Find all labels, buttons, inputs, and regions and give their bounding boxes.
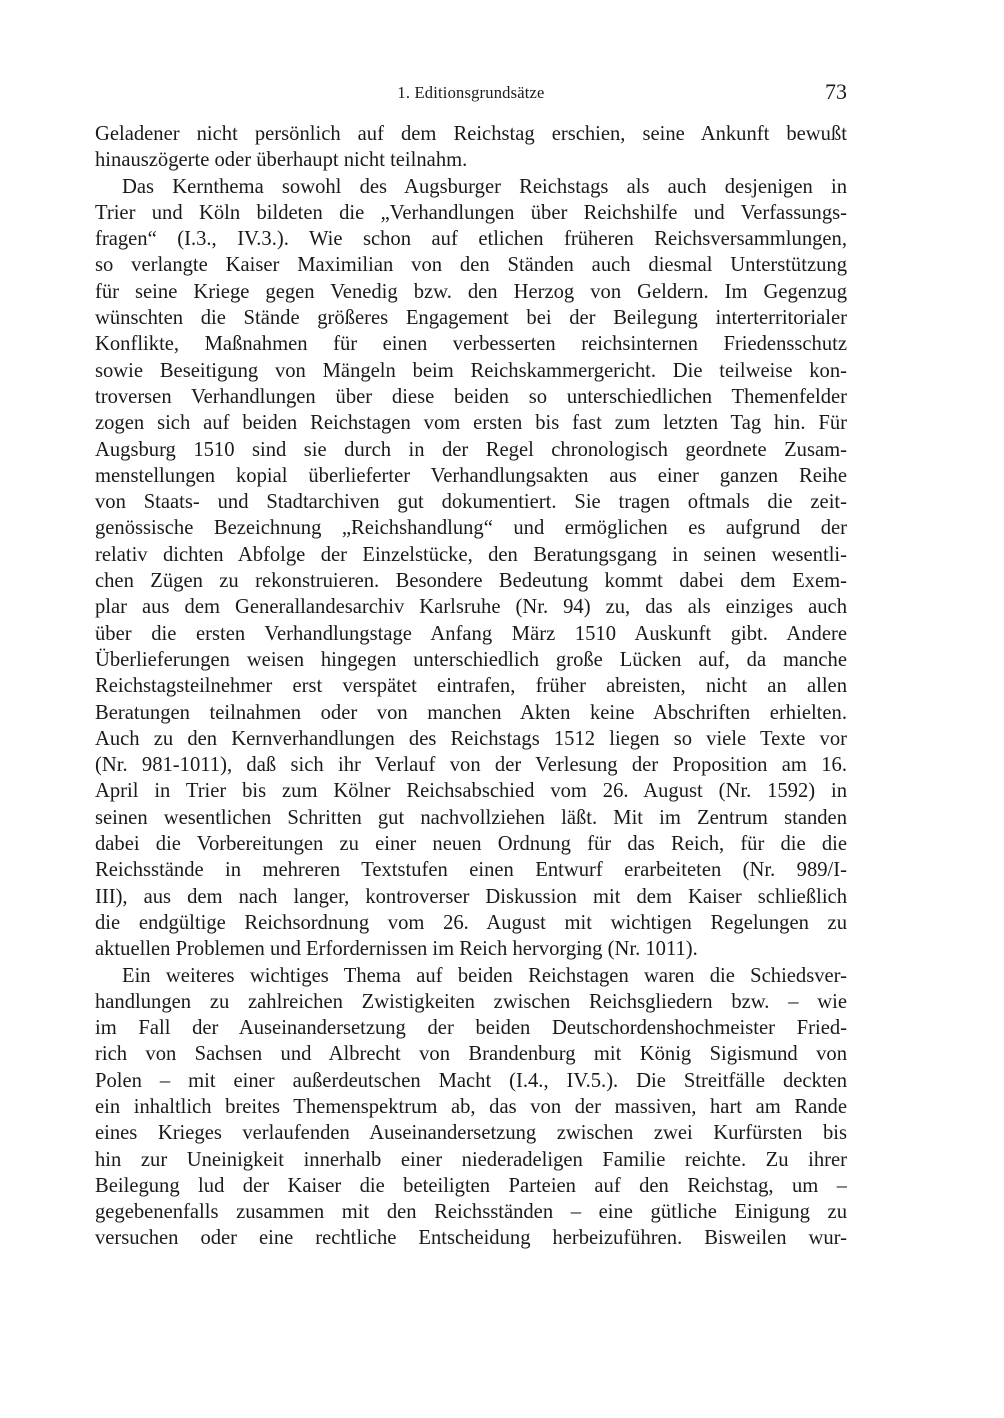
text-line: hinauszögerte oder überhaupt nicht teilnahm. [95, 149, 468, 172]
text-line: über die ersten Verhandlungstage Anfang März 1510 Auskunft gibt. Andere [95, 622, 847, 645]
text-line: seinen wesentlichen Schritten gut nachvollziehen läßt. Mit im Zentrum standen [95, 806, 847, 829]
text-line: von Staats- und Stadtarchiven gut dokumentiert. Sie tragen oftmals die zeit- [95, 491, 847, 514]
text-line: fragen“ (I.3., IV.3.). Wie schon auf etlichen früheren Reichsversammlungen, [95, 228, 847, 251]
text-line: wünschten die Stände größeres Engagement bei der Beilegung interterritorialer [95, 307, 847, 330]
text-line: gegebenenfalls zusammen mit den Reichsständen – eine gütliche Einigung zu [95, 1201, 847, 1224]
text-line: hin zur Uneinigkeit innerhalb einer niederadeligen Familie reichte. Zu ihrer [95, 1148, 847, 1171]
text-line: rich von Sachsen und Albrecht von Brandenburg mit König Sigismund von [95, 1043, 847, 1066]
paragraph [95, 174, 847, 963]
text-line: versuchen oder eine rechtliche Entscheidung herbeizuführen. Bisweilen wur- [95, 1227, 847, 1250]
text-line: Trier und Köln bildeten die „Verhandlungen über Reichshilfe und Verfassungs- [95, 201, 847, 224]
text-line: dabei die Vorbereitungen zu einer neuen Ordnung für das Reich, für die die [95, 833, 847, 856]
text-line: Reichsstände in mehreren Textstufen einen Entwurf erarbeiteten (Nr. 989/I- [95, 859, 847, 882]
paragraph [95, 963, 847, 1252]
text-line: Reichstagsteilnehmer erst verspätet eintrafen, früher abreisten, nicht an allen [95, 675, 847, 698]
text-line: sowie Beseitigung von Mängeln beim Reichskammergericht. Die teilweise kon- [95, 359, 847, 382]
text-line: Konflikte, Maßnahmen für einen verbesserten reichsinternen Friedensschutz [95, 333, 847, 356]
text-line: handlungen zu zahlreichen Zwistigkeiten zwischen Reichsgliedern bzw. – wie [95, 990, 847, 1013]
text-line: zogen sich auf beiden Reichstagen vom ersten bis fast zum letzten Tag hin. Für [95, 412, 847, 435]
text-line: Überlieferungen weisen hingegen unterschiedlich große Lücken auf, da manche [95, 648, 847, 671]
text-line: genössische Bezeichnung „Reichshandlung“ und ermöglichen es aufgrund der [95, 517, 847, 540]
text-line: Das Kernthema sowohl des Augsburger Reichstags als auch desjenigen in [122, 175, 847, 198]
text-line: Augsburg 1510 sind sie durch in der Regel chronologisch geordnete Zusam- [95, 438, 847, 461]
text-line: so verlangte Kaiser Maximilian von den Ständen auch diesmal Unterstützung [95, 254, 847, 277]
text-line: relativ dichten Abfolge der Einzelstücke, den Beratungsgang in seinen wesentli- [95, 543, 847, 566]
text-line: die endgültige Reichsordnung vom 26. August mit wichtigen Regelungen zu [95, 911, 847, 934]
page-number: 73 [825, 79, 847, 104]
paragraph [95, 121, 847, 174]
text-line: im Fall der Auseinandersetzung der beiden Deutschordenshochmeister Fried- [95, 1017, 847, 1040]
text-line: April in Trier bis zum Kölner Reichsabschied vom 26. August (Nr. 1592) in [95, 780, 847, 803]
text-line: III), aus dem nach langer, kontroverser Diskussion mit dem Kaiser schließlich [95, 885, 847, 908]
body-text [95, 121, 847, 1252]
text-line: Beratungen teilnahmen oder von manchen Akten keine Abschriften erhielten. [95, 701, 847, 724]
text-line: ein inhaltlich breites Themenspektrum ab, das von der massiven, hart am Rande [95, 1095, 847, 1118]
text-line: troversen Verhandlungen über diese beiden so unterschiedlichen Themenfelder [95, 385, 847, 408]
text-line: plar aus dem Generallandesarchiv Karlsruhe (Nr. 94) zu, das als einziges auch [95, 596, 847, 619]
text-line: aktuellen Problemen und Erfordernissen im Reich hervorging (Nr. 1011). [95, 938, 698, 961]
text-line: Ein weiteres wichtiges Thema auf beiden Reichstagen waren die Schiedsver- [122, 964, 847, 987]
running-head [95, 80, 847, 106]
running-title: 1. Editionsgrundsätze [397, 83, 545, 102]
text-line: Auch zu den Kernverhandlungen des Reichstags 1512 liegen so viele Texte vor [95, 727, 847, 750]
text-line: Beilegung lud der Kaiser die beteiligten Parteien auf den Reichstag, um – [95, 1174, 847, 1197]
text-line: Polen – mit einer außerdeutschen Macht (I.4., IV.5.). Die Streitfälle deckten [95, 1069, 847, 1092]
text-line: eines Krieges verlaufenden Auseinandersetzung zwischen zwei Kurfürsten bis [95, 1122, 847, 1145]
text-line: chen Zügen zu rekonstruieren. Besondere Bedeutung kommt dabei dem Exem- [95, 570, 847, 593]
text-line: menstellungen kopial überlieferter Verhandlungsakten aus einer ganzen Reihe [95, 464, 847, 487]
text-line: für seine Kriege gegen Venedig bzw. den Herzog von Geldern. Im Gegenzug [95, 280, 847, 303]
text-line: Geladener nicht persönlich auf dem Reichstag erschien, seine Ankunft bewußt [95, 123, 847, 145]
text-line: (Nr. 981-1011), daß sich ihr Verlauf von der Verlesung der Proposition am 16. [95, 754, 847, 777]
